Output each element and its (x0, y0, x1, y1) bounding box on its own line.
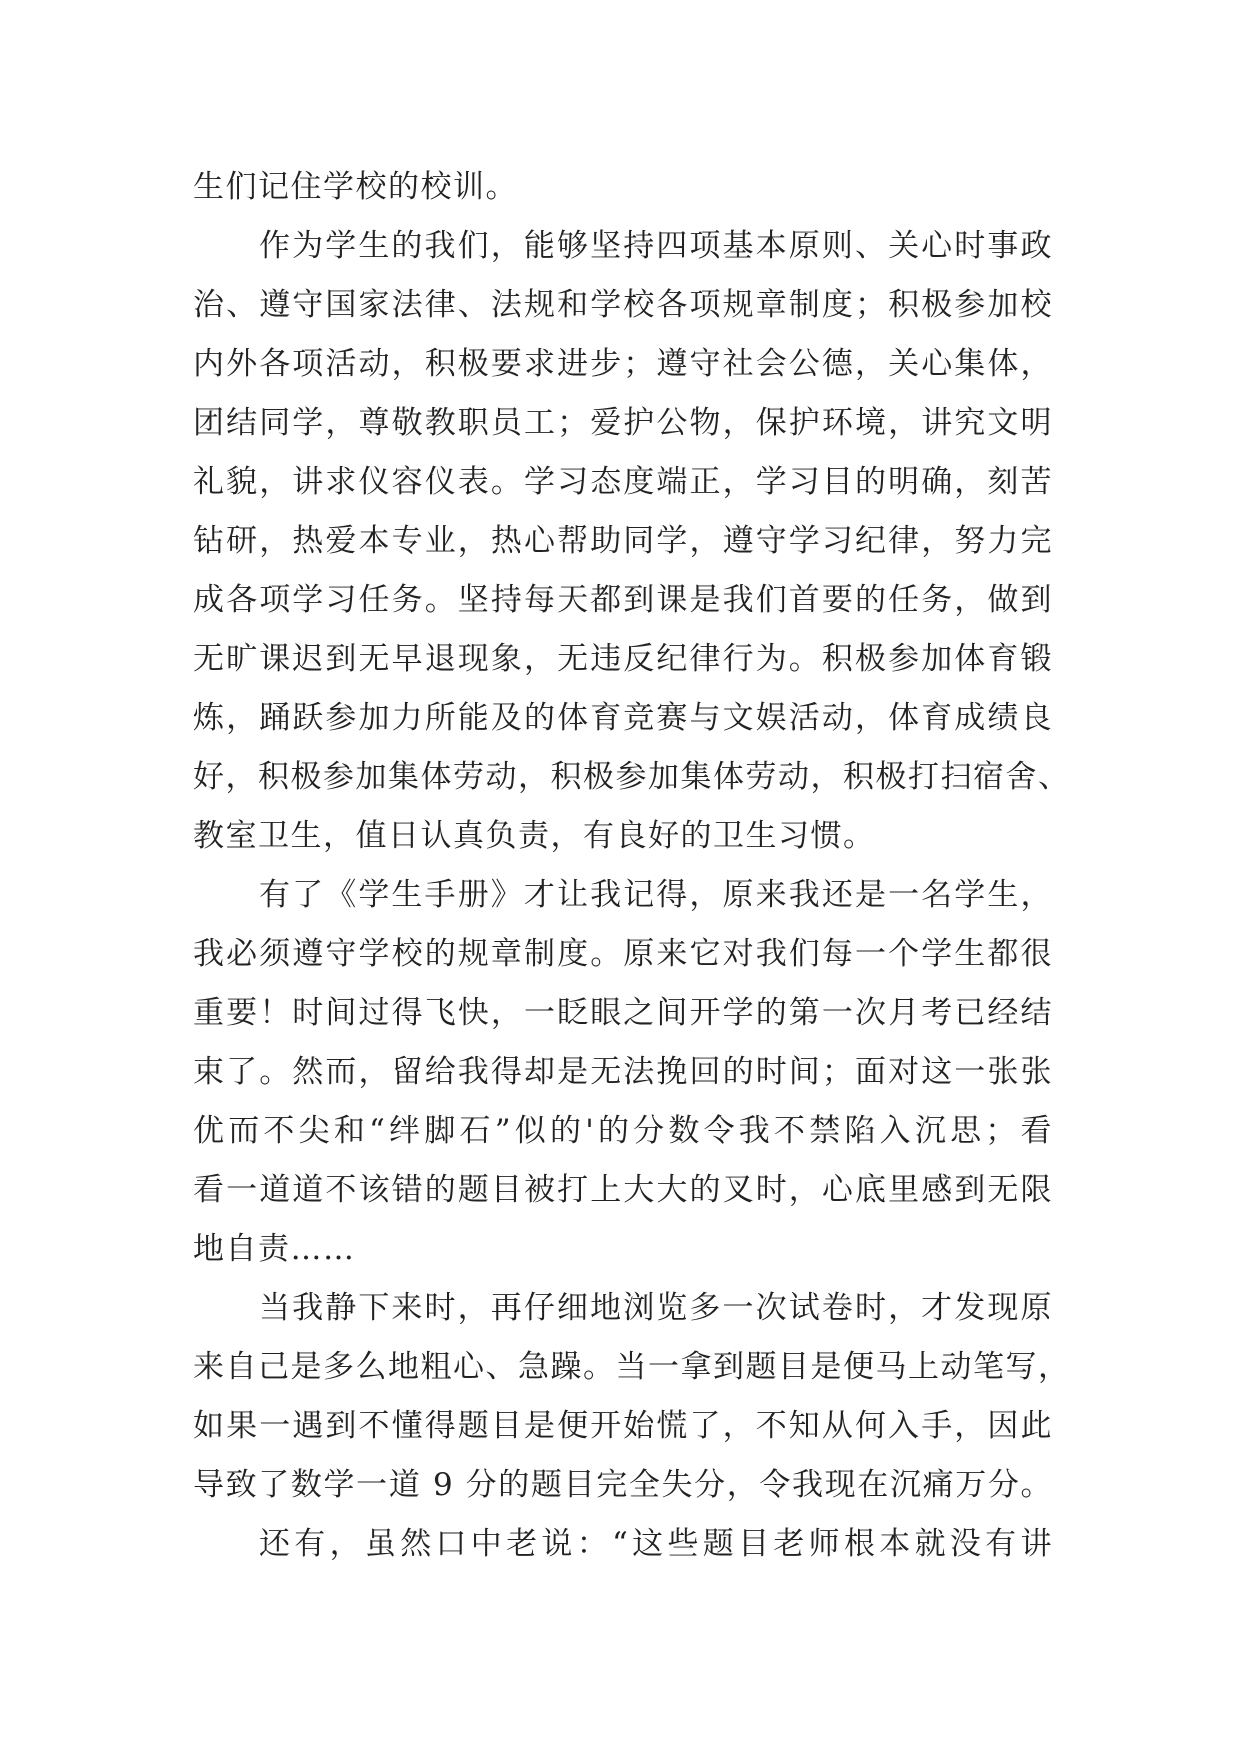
paragraph (193, 1515, 1053, 1574)
text-line: 如果一遇到不懂得题目是便开始慌了，不知从何入手，因此 (193, 1408, 1053, 1444)
text-line: 看一道道不该错的题目被打上大大的叉时，心底里感到无限 (193, 1172, 1053, 1208)
text-line: 还有，虽然口中老说：“这些题目老师根本就没有讲 (259, 1526, 1053, 1562)
text-line: 团结同学，尊敬教职员工；爱护公物，保护环境，讲究文明 (193, 405, 1053, 441)
text-line: 我必须遵守学校的规章制度。原来它对我们每一个学生都很 (193, 936, 1053, 972)
text-line: 导致了数学一道 9 分的题目完全失分，令我现在沉痛万分。 (193, 1467, 1053, 1503)
text-line: 来自己是多么地粗心、急躁。当一拿到题目是便马上动笔写， (193, 1349, 1071, 1385)
text-line: 生们记住学校的校训。 (193, 169, 518, 205)
text-line: 治、遵守国家法律、法规和学校各项规章制度；积极参加校 (193, 287, 1053, 323)
text-line: 有了《学生手册》才让我记得，原来我还是一名学生， (259, 877, 1053, 913)
text-line: 内外各项活动，积极要求进步；遵守社会公德，关心集体， (193, 346, 1053, 382)
text-line: 钻研，热爱本专业，热心帮助同学，遵守学习纪律，努力完 (193, 523, 1053, 559)
paragraph (193, 1279, 1071, 1515)
text-line: 作为学生的我们，能够坚持四项基本原则、关心时事政 (259, 228, 1053, 264)
text-line: 礼貌，讲求仪容仪表。学习态度端正，学习目的明确，刻苦 (193, 464, 1053, 500)
paragraph (193, 158, 1053, 217)
text-line: 优而不尖和“绊脚石”似的'的分数令我不禁陷入沉思；看 (193, 1113, 1053, 1149)
paragraph (193, 866, 1053, 1279)
text-line: 重要！时间过得飞快，一眨眼之间开学的第一次月考已经结 (193, 995, 1053, 1031)
body-text (193, 158, 1071, 1574)
text-line: 好，积极参加集体劳动，积极参加集体劳动，积极打扫宿舍、 (193, 759, 1071, 795)
text-line: 炼，踊跃参加力所能及的体育竞赛与文娱活动，体育成绩良 (193, 700, 1053, 736)
text-line: 成各项学习任务。坚持每天都到课是我们首要的任务，做到 (193, 582, 1053, 618)
text-line: 教室卫生，值日认真负责，有良好的卫生习惯。 (193, 818, 876, 854)
text-line: 束了。然而，留给我得却是无法挽回的时间；面对这一张张 (193, 1054, 1053, 1090)
text-line: 无旷课迟到无早退现象，无违反纪律行为。积极参加体育锻 (193, 641, 1053, 677)
text-line: 当我静下来时，再仔细地浏览多一次试卷时，才发现原 (259, 1290, 1053, 1326)
paragraph (193, 217, 1071, 866)
text-line: 地自责…… (193, 1231, 356, 1267)
